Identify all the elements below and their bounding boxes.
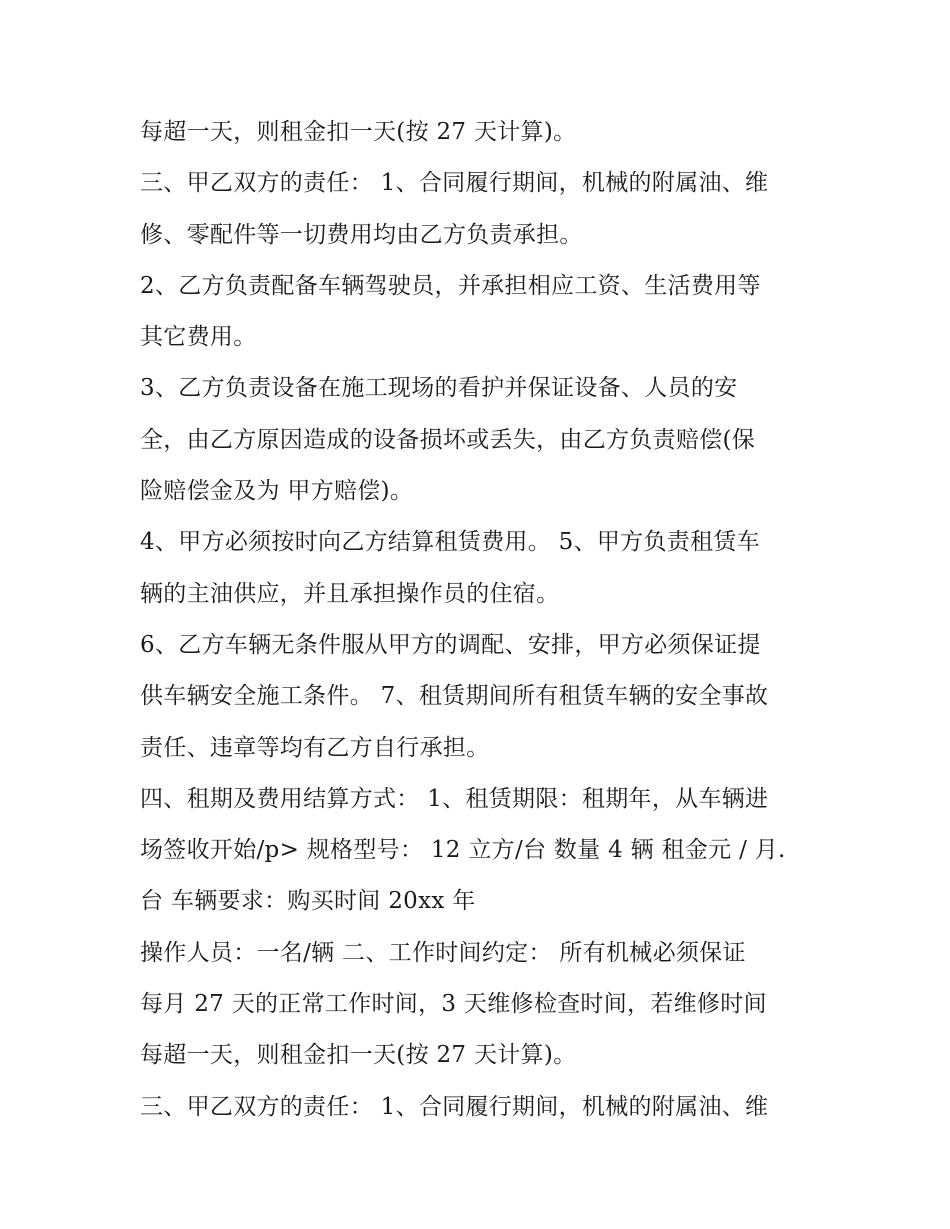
text-line-7: 全，由乙方原因造成的设备损坏或丢失，由乙方负责赔偿(保 [140, 426, 756, 453]
text-line-12: 供车辆安全施工条件。 7、租赁期间所有租赁车辆的安全事故 [140, 683, 769, 710]
text-line-9: 4、甲方必须按时向乙方结算租赁费用。 5、甲方负责租赁车 [140, 529, 760, 556]
text-line-20: 三、甲乙双方的责任： 1、合同履行期间，机械的附属油、维 [140, 1093, 769, 1120]
text-line-15: 场签收开始/p> 规格型号： 12 立方/台 数量 4 辆 租金元 / 月. [140, 837, 786, 864]
text-line-4: 2、乙方负责配备车辆驾驶员，并承担相应工资、生活费用等 [140, 272, 761, 299]
text-line-5: 其它费用。 [140, 324, 257, 351]
text-line-17: 操作人员：一名/辆 二、工作时间约定： 所有机械必须保证 [140, 939, 746, 966]
text-line-2: 三、甲乙双方的责任： 1、合同履行期间，机械的附属油、维 [140, 170, 769, 197]
text-line-6: 3、乙方负责设备在施工现场的看护并保证设备、人员的安 [140, 375, 738, 402]
text-line-1: 每超一天，则租金扣一天(按 27 天计算)。 [140, 119, 577, 145]
contract-text [140, 107, 840, 1133]
text-line-3: 修、零配件等一切费用均由乙方负责承担。 [140, 221, 583, 248]
text-line-16: 台 车辆要求：购买时间 20xx 年 [140, 888, 476, 915]
text-line-10: 辆的主油供应，并且承担操作员的住宿。 [140, 580, 560, 607]
text-line-8: 险赔偿金及为 甲方赔偿)。 [140, 478, 414, 505]
text-line-19: 每超一天，则租金扣一天(按 27 天计算)。 [140, 1042, 577, 1069]
text-line-14: 四、租期及费用结算方式： 1、租赁期限：租期年，从车辆进 [140, 785, 769, 812]
text-line-11: 6、乙方车辆无条件服从甲方的调配、安排，甲方必须保证提 [140, 631, 761, 658]
text-line-13: 责任、违章等均有乙方自行承担。 [140, 734, 490, 761]
text-line-18: 每月 27 天的正常工作时间，3 天维修检查时间，若维修时间 [140, 991, 767, 1018]
